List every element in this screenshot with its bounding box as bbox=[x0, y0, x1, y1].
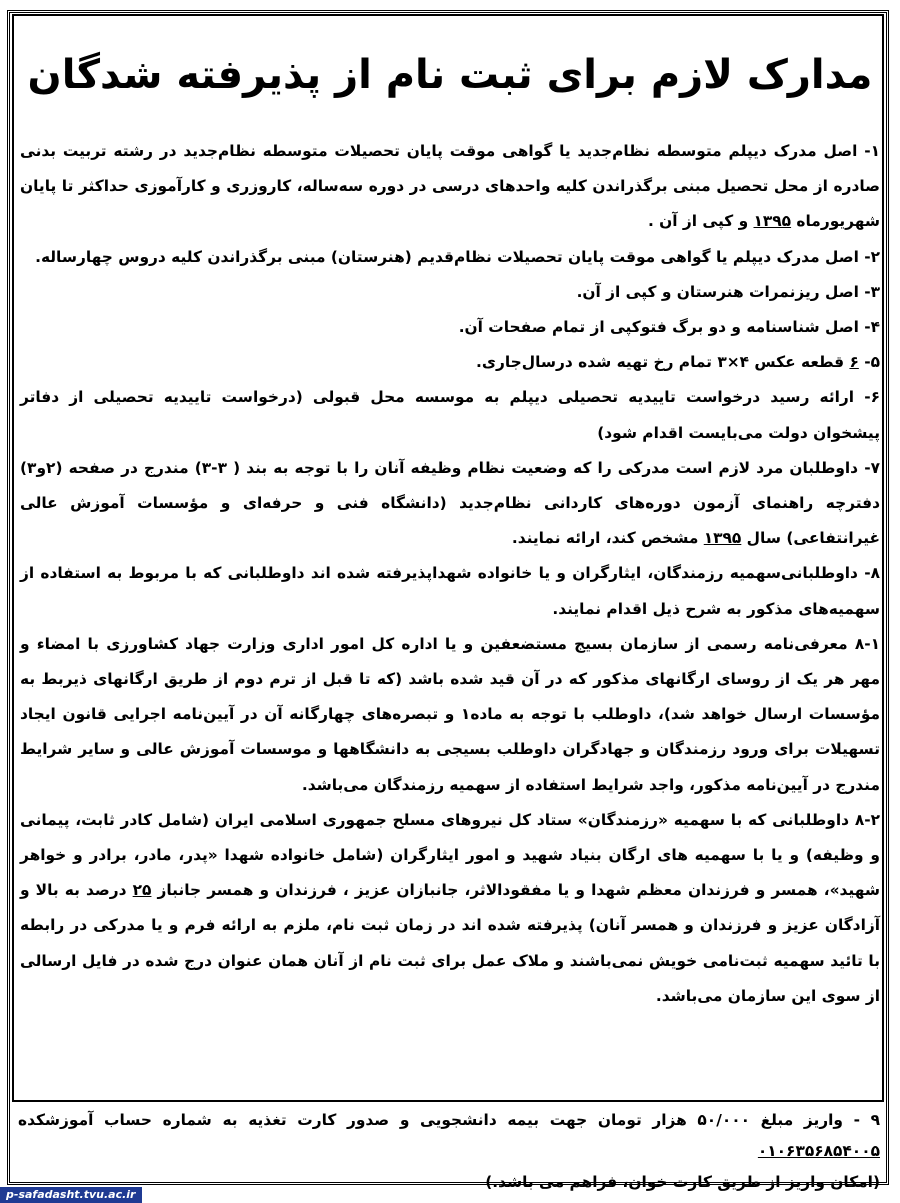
list-item: ۸- داوطلبانی‌سهمیه رزمندگان، ایثارگران و یا خانواده شهداپذیرفته شده اند داوطلبانی که با مربوط به استفاده از سهمیه‌های مذکور به شرح ذیل اقدام نمایند. bbox=[20, 564, 880, 618]
list-item: ۱- اصل مدرک دیپلم متوسطه نظام‌جدید یا گواهی موقت پایان تحصیلات متوسطه نظام‌جدید در رشته تربیت بدنی صادره از محل تحصیل مبنی برگذراندن کلیه واحدهای درسی در دوره سه‌ساله، کاروزری و کارآموزی حداکثر تا پایان شهریورماه ۱۳۹۵ و کپی از آن . bbox=[20, 142, 880, 231]
requirements-list bbox=[20, 134, 880, 1014]
payment-line-2: (امکان واریز از طریق کارت خوان، فراهم می باشد.) bbox=[485, 1173, 880, 1191]
page-title: مدارک لازم برای ثبت نام از پذیرفته شدگان bbox=[27, 52, 873, 98]
payment-line: ۹ - واریز مبلغ ۵۰/۰۰۰ هزار تومان جهت بیمه دانشجویی و صدور کارت تغذیه به شماره حساب آموزشکده ۰۱۰۶۳۵۶۸۵۴۰۰۵ bbox=[18, 1111, 880, 1160]
list-item: ۸-۱ معرفی‌نامه رسمی از سازمان بسیج مستضعفین و یا اداره کل امور اداری وزارت جهاد کشاورزی با امضاء و مهر هر یک از روسای ارگانهای مذکور که در آن قید شده باشد (که تا قبل از ترم دوم از طریق ارگانهای ذیربط به مؤسسات ارسال خواهد شد)، داوطلب با توجه به ماده۱ و تبصره‌های چهارگانه آن در آیین‌نامه اجرایی قانون ایجاد تسهیلات برای ورود رزمندگان و جهادگران داوطلب بسیجی به دانشگاهها و موسسات آموزش عالی و سایر شرایط مندرج در آیین‌نامه مذکور، واجد شرایط استفاده از سهمیه رزمندگان می‌باشد. bbox=[20, 634, 880, 794]
list-item: ۷- داوطلبان مرد لازم است مدرکی را که وضعیت نظام وظیفه آنان را با توجه به بند ( ۳-۳) مندرج در صفحه (۲و۳) دفترچه راهنمای آزمون دوره‌های کاردانی نظام‌جدید (دانشگاه فنی و حرفه‌ای و مؤسسات آموزش عالی غیرانتفاعی) سال ۱۳۹۵ مشخص کند، ارائه نمایند. bbox=[20, 458, 880, 548]
list-item: ۲- اصل مدرک دیپلم یا گواهی موقت پایان تحصیلات نظام‌قدیم (هنرستان) مبنی برگذراندن کلیه دروس چهارساله. bbox=[35, 247, 880, 266]
website-watermark: p-safadasht.tvu.ac.ir bbox=[0, 1187, 142, 1203]
list-item: ۵- ۶ قطعه عکس ۴×۳ تمام رخ تهیه شده درسال‌جاری. bbox=[476, 353, 880, 372]
payment-note bbox=[18, 1105, 880, 1198]
list-item: ۶- ارائه رسید درخواست تاییدیه تحصیلی دیپلم به موسسه محل قبولی (درخواست تاییدیه تحصیلی از دفاتر پیشخوان دولت می‌بایست اقدام شود) bbox=[20, 388, 880, 442]
list-item: ۳- اصل ریزنمرات هنرستان و کپی از آن. bbox=[576, 282, 880, 301]
account-number: ۰۱۰۶۳۵۶۸۵۴۰۰۵ bbox=[757, 1142, 880, 1160]
list-item: ۸-۲ داوطلبانی که با سهمیه «رزمندگان» ستاد کل نیروهای مسلح جمهوری اسلامی ایران (شامل کادر ثابت، پیمانی و وظیفه) و یا با سهمیه های ارگان بنیاد شهید و امور ایثارگران (شامل خانواده شهدا «پدر، مادر، برادر و خواهر شهید»، همسر و فرزندان معظم شهدا و یا مفقودالاثر، جانبازان عزیز ، فرزندان و همسر جانباز ۲۵ درصد به بالا و آزادگان عزیز و فرزندان و همسر آنان) پذیرفته شده اند در زمان ثبت نام، ملزم به ارائه فرم و یا مدرکی در رابطه با تائید سهمیه ثبت‌نامی خویش نمی‌باشند و ملاک عمل برای ثبت نام از آنان همان عنوان درج شده در فایل ارسالی از سوی این سازمان می‌باشد. bbox=[20, 810, 880, 1005]
list-item: ۴- اصل شناسنامه و دو برگ فتوکپی از تمام صفحات آن. bbox=[458, 318, 880, 337]
